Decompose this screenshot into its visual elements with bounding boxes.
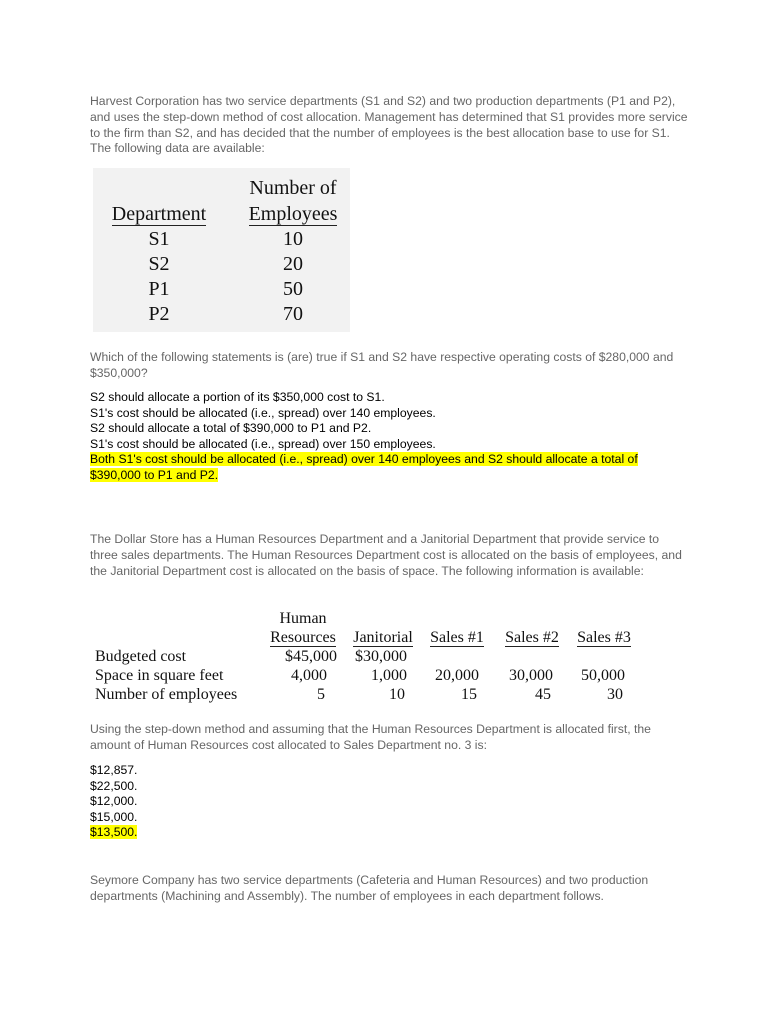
table-row-dept: P2 [148, 303, 170, 325]
table-row-employees: 50 [283, 278, 303, 300]
sales3-header: Sales #3 [577, 629, 631, 646]
hr-header-line1: Human [279, 610, 327, 627]
employees-header-line2: Employees [248, 203, 338, 225]
answer-option: S1's cost should be allocated (i.e., spread) over 140 employees. [90, 405, 436, 420]
table-row-employees: 10 [283, 228, 303, 250]
answer-option: $12,857. [90, 763, 138, 777]
hr-space: 4,000 [291, 667, 327, 684]
row-label-employees: Number of employees [95, 686, 238, 703]
q2-question: Using the step-down method and assuming that the Human Resources Department is allocated first, the amount of Human Resources cost allocated to Sales Department no. 3 is: [90, 722, 651, 752]
department-employees-table [93, 168, 350, 332]
janitorial-header: Janitorial [353, 629, 413, 646]
sales1-space: 20,000 [435, 667, 479, 684]
janitorial-budgeted-cost: $30,000 [355, 648, 407, 665]
q1-intro-paragraph: Harvest Corporation has two service departments (S1 and S2) and two production departments (P1 and P2), and uses the step-down method of cost allocation. Management has determined that S1 provides more service to the firm than S2, and has decided that the number of employees is the best allocation base to use for S1. The following data are available: [90, 94, 688, 156]
employees-header-line1: Number of [249, 177, 337, 199]
sales2-employees: 45 [535, 686, 551, 703]
answer-option: S1's cost should be allocated (i.e., spread) over 150 employees. [90, 436, 436, 451]
sales2-header: Sales #2 [505, 629, 559, 646]
janitorial-employees: 10 [389, 686, 405, 703]
q1-question: Which of the following statements is (are) true if S1 and S2 have respective operating costs of $280,000 and $350,000? [90, 350, 674, 380]
sales1-header: Sales #1 [430, 629, 484, 646]
table-row-dept: P1 [148, 278, 170, 300]
cost-allocation-table [93, 609, 653, 705]
answer-option: S2 should allocate a total of $390,000 to P1 and P2. [90, 421, 372, 436]
janitorial-space: 1,000 [371, 667, 407, 684]
answer-option: $15,000. [90, 809, 138, 824]
answer-option-highlighted: Both S1's cost should be allocated (i.e., spread) over 140 employees and S2 should allocate a total of $390,000 to P1 and P2. [90, 452, 638, 482]
table-row-dept: S1 [148, 228, 170, 250]
answer-option-highlighted: $13,500. [90, 825, 138, 840]
department-header: Department [111, 203, 207, 225]
hr-header-line2: Resources [270, 629, 336, 646]
sales3-space: 50,000 [581, 667, 625, 684]
table-row-employees: 70 [283, 303, 303, 325]
row-label-budgeted-cost: Budgeted cost [95, 648, 187, 665]
answer-option: $12,000. [90, 794, 138, 809]
sales1-employees: 15 [461, 686, 477, 703]
answer-option: $22,500. [90, 778, 138, 793]
sales3-employees: 30 [607, 686, 623, 703]
table-row-dept: S2 [148, 253, 170, 275]
answer-option: S2 should allocate a portion of its $350,000 cost to S1. [90, 390, 385, 404]
q2-answer-options [90, 763, 690, 841]
q2-intro-paragraph: The Dollar Store has a Human Resources Department and a Janitorial Department that provide service to three sales departments. The Human Resources Department cost is allocated on the basis of employees, and the Janitorial Department cost is allocated on the basis of space. The following information is available: [90, 532, 682, 578]
row-label-space: Space in square feet [95, 667, 224, 684]
q1-answer-options [90, 390, 690, 484]
table-row-employees: 20 [283, 253, 303, 275]
sales2-space: 30,000 [509, 667, 553, 684]
hr-employees: 5 [317, 686, 325, 703]
hr-budgeted-cost: $45,000 [285, 648, 337, 665]
q3-intro-paragraph: Seymore Company has two service departments (Cafeteria and Human Resources) and two production departments (Machining and Assembly). The number of employees in each department follows. [90, 873, 649, 903]
